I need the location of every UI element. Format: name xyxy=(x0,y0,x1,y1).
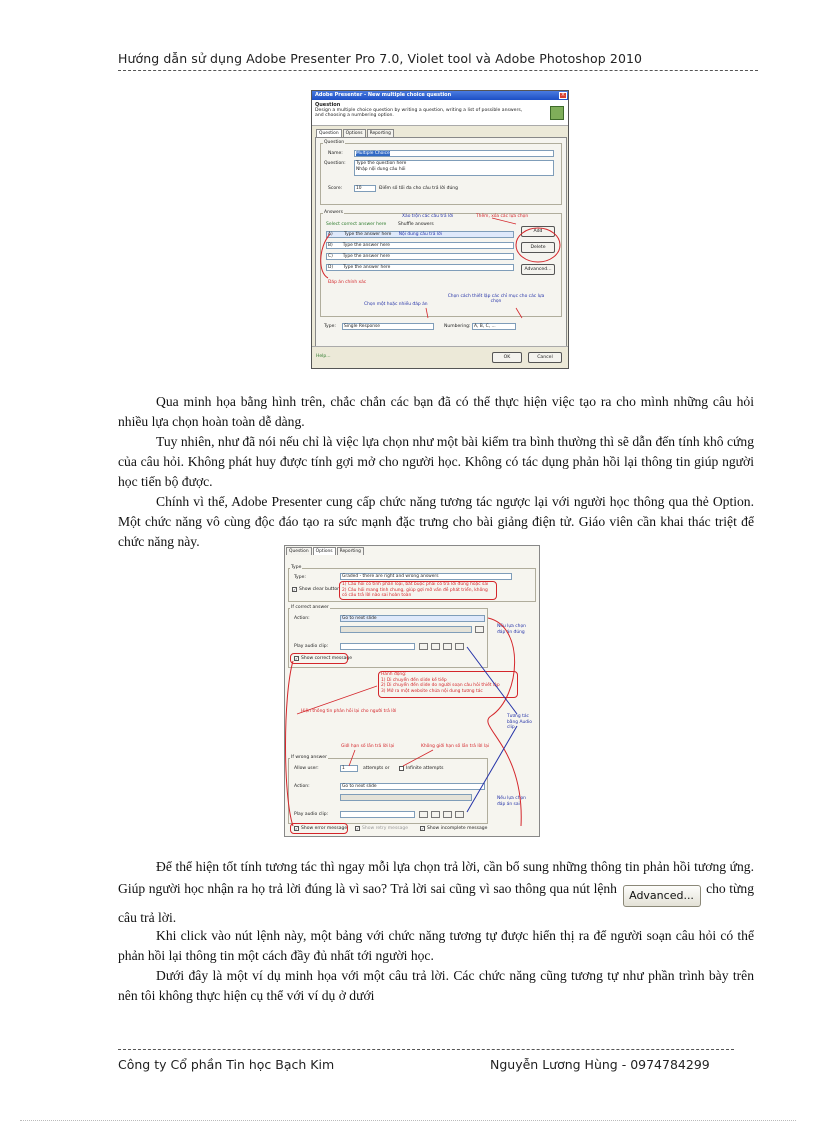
section-desc: Design a multiple choice question by writing a question, writing a list of possible answers, and choosing a numbering option. xyxy=(315,108,523,118)
tab-reporting[interactable]: Reporting xyxy=(337,547,364,555)
type-select[interactable]: Single Response xyxy=(342,323,434,330)
delete-button[interactable]: Delete xyxy=(521,242,555,253)
question-label: Question: xyxy=(324,161,346,166)
question-panel xyxy=(315,137,567,347)
type-note-arrow xyxy=(426,308,428,318)
answer-text-d: Type the answer here xyxy=(343,265,391,270)
answer-letter-a: A) xyxy=(328,232,333,237)
correct-answer-note: Đáp án chính xác xyxy=(328,280,367,285)
action-select-wrong[interactable]: Go to next slide xyxy=(340,783,485,790)
folder-icon[interactable] xyxy=(455,643,464,650)
correct-answer-arrow xyxy=(321,234,330,278)
select-correct-label: Select correct answer here xyxy=(326,222,387,227)
browse-button[interactable] xyxy=(475,626,484,633)
play-icon[interactable] xyxy=(443,811,452,818)
show-retry-checkbox[interactable]: ✓ xyxy=(356,826,360,831)
correct-choice-note: Nếu lựa chọn đáp án đúng xyxy=(497,624,526,635)
score-input[interactable]: 10 xyxy=(354,185,376,192)
tab-options[interactable]: Options xyxy=(343,129,366,137)
stop-icon[interactable] xyxy=(431,811,440,818)
header-divider xyxy=(118,70,758,71)
footer-author: Nguyễn Lương Hùng - 0974784299 xyxy=(490,1057,710,1072)
infinite-attempts-checkbox[interactable] xyxy=(399,766,404,771)
page-header: Hướng dẫn sử dụng Adobe Presenter Pro 7.0, Violet tool và Adobe Photoshop 2010 xyxy=(118,51,643,66)
paragraph-3: Chính vì thế, Adobe Presenter cung cấp chức năng tương tác ngược lại với người học thông qua thẻ Option. Một chức năng vô cùng độc đáo tạo ra sức mạnh đặc trưng cho bài giảng điện tử. Giáo viên cần khai thác triệt để chức năng này. xyxy=(118,494,754,549)
tab-question[interactable]: Question xyxy=(316,129,342,137)
question-value: Type the question here xyxy=(356,161,407,166)
action-label: Action: xyxy=(294,616,310,621)
question-note: Nhập nội dung câu hỏi xyxy=(356,167,406,172)
paragraph-5: Khi click vào nút lệnh này, một bảng với chức năng tương tự được hiển thị ra để người soạn câu hỏi có thể phản hồi lại thông tin một cách đầy đủ nhất tới người học. xyxy=(118,928,754,963)
show-incomplete-checkbox[interactable]: ✓ xyxy=(421,826,425,831)
options-tabs xyxy=(286,547,365,555)
paragraph-4 xyxy=(118,856,754,929)
feedback-note: Hiện thông tin phản hồi lại cho người trả lời xyxy=(301,709,397,714)
answer-note: Nội dung câu trả lời xyxy=(398,232,442,237)
advanced-button[interactable]: Advanced... xyxy=(521,264,555,275)
presenter-logo-icon xyxy=(550,106,564,120)
shuffle-note: Xáo trộn các câu trả lời xyxy=(402,214,454,219)
play-audio-label-wrong: Play audio clip: xyxy=(294,812,329,817)
show-incomplete-label: Show incomplete message xyxy=(427,826,488,831)
name-label: Name: xyxy=(328,151,343,156)
show-error-callout xyxy=(290,823,348,834)
show-clear-label: Show clear button xyxy=(299,587,340,592)
action-select[interactable]: Go to next slide xyxy=(340,615,485,622)
dialog-tabs xyxy=(316,129,395,137)
add-delete-note: Thêm, xóa các lựa chọn xyxy=(476,214,529,219)
help-link[interactable]: Help... xyxy=(316,354,331,359)
attempts-input[interactable]: 1 xyxy=(340,765,358,772)
answer-text-c: Type the answer here xyxy=(342,254,391,259)
numbering-label: Numbering: xyxy=(444,324,471,329)
actions-note: Hành động: 1) Di chuyển đến slide kế tiếp 2) Di chuyển đến slide do người soạn câu hỏi thiết lập 3) Mở ra một website chứa nội dung tương tác xyxy=(381,672,500,694)
tab-options[interactable]: Options xyxy=(313,547,336,555)
limit-note: Giới hạn số lần trả lời lại xyxy=(341,744,395,749)
show-correct-label: Show correct message xyxy=(301,656,352,661)
tab-reporting[interactable]: Reporting xyxy=(367,129,394,137)
numbering-note: Chọn cách thiết lập các chỉ mục cho các lựa chọn xyxy=(447,294,545,304)
if-correct-label: If correct answer xyxy=(291,605,329,610)
show-correct-callout xyxy=(290,653,348,664)
type-label: Type: xyxy=(294,575,306,580)
type-group-label: Type xyxy=(291,565,302,570)
ok-button[interactable]: OK xyxy=(492,352,522,363)
show-clear-checkbox[interactable]: ✓ xyxy=(293,587,297,592)
add-delete-callout xyxy=(516,228,560,262)
type-label: Type: xyxy=(324,324,336,329)
question-group-label: Question xyxy=(324,140,345,145)
type-note: 1) Câu hỏi có tính phân loại, bắt buộc phải có trả lời đúng hoặc sai 2) Câu hỏi mang tính chung, giúp gợi mở vấn đề phát triển, không có câu trả lời nào sai hoàn toàn xyxy=(342,582,489,598)
action-target-input-wrong xyxy=(340,794,472,801)
answers-group-label: Answers xyxy=(324,210,343,215)
add-note-arrow xyxy=(492,218,516,224)
record-icon[interactable] xyxy=(419,643,428,650)
section-title: Question xyxy=(315,102,341,108)
dialog-titlebar: Adobe Presenter - New multiple choice question xyxy=(312,91,568,100)
folder-icon[interactable] xyxy=(455,811,464,818)
show-retry-label: Show retry message xyxy=(362,826,409,831)
dialog-footer xyxy=(312,346,568,368)
cancel-button[interactable]: Cancel xyxy=(528,352,562,363)
type-select[interactable]: Graded - there are right and wrong answers xyxy=(340,573,512,580)
tab-question[interactable]: Question xyxy=(286,547,312,555)
annotation-arrows xyxy=(316,138,568,348)
show-correct-checkbox[interactable]: ✓ xyxy=(295,656,299,661)
action-label-wrong: Action: xyxy=(294,784,310,789)
paragraph-4-start: Để thể hiện tốt tính tương tác thì ngay mỗi lựa chọn trả lời, cần bổ sung những thông tin phản hồi tương ứng. Giúp người học nhận ra họ trả lời đúng là vì sao? Trả lời sai cũng vì sao thông qua nút lệnh xyxy=(118,859,754,896)
if-wrong-label: If wrong answer xyxy=(291,755,327,760)
stop-icon[interactable] xyxy=(431,643,440,650)
figure-options-tab xyxy=(284,545,540,837)
show-error-label: Show error message xyxy=(301,826,348,831)
figure-question-dialog xyxy=(311,90,569,369)
answer-letter-d: D) xyxy=(328,265,334,270)
play-icon[interactable] xyxy=(443,643,452,650)
audio-note: Tương tác bằng Audio clip xyxy=(507,714,532,730)
answer-letter-c: C) xyxy=(328,254,333,259)
page-bottom-edge xyxy=(20,1120,796,1121)
audio-input-wrong[interactable] xyxy=(340,811,415,818)
numbering-note-arrow xyxy=(516,308,522,318)
shuffle-answers-label[interactable]: Shuffle answers xyxy=(398,222,434,227)
type-callout xyxy=(339,581,497,600)
score-note: Điểm số tối đa cho câu trả lời đúng xyxy=(379,186,459,191)
no-limit-note: Không giới hạn số lần trả lời lại xyxy=(421,744,489,749)
advanced-button-image: Advanced... xyxy=(623,885,701,907)
type-note: Chọn một hoặc nhiều đáp án xyxy=(364,302,428,307)
allow-user-label: Allow user: xyxy=(294,766,319,771)
numbering-select[interactable]: A, B, C, ... xyxy=(472,323,516,330)
record-icon[interactable] xyxy=(419,811,428,818)
footer-divider xyxy=(118,1049,734,1050)
add-button[interactable]: Add xyxy=(521,226,555,237)
attempts-label: attempts or xyxy=(363,766,390,771)
footer-company: Công ty Cổ phần Tin học Bạch Kim xyxy=(118,1057,335,1072)
answer-text-a: Type the answer here xyxy=(344,232,392,237)
play-audio-label: Play audio clip: xyxy=(294,644,329,649)
wrong-choice-note: Nếu lựa chọn đáp án sai xyxy=(497,796,526,807)
audio-input[interactable] xyxy=(340,643,415,650)
show-error-checkbox[interactable]: ✓ xyxy=(295,826,299,831)
action-target-input xyxy=(340,626,472,633)
score-label: Score: xyxy=(328,186,343,191)
answer-letter-b: B) xyxy=(328,243,333,248)
paragraph-4-end: cho từng câu trả lời. xyxy=(118,881,754,925)
paragraph-6: Dưới đây là một ví dụ minh họa với một câu trả lời. Các chức năng cũng tương tự như phần trình bày trên nên tôi không thực hiện cụ thể với ví dụ ở dưới xyxy=(118,968,754,1003)
dialog-description xyxy=(312,100,568,126)
infinite-attempts-label: Infinite attempts xyxy=(406,766,444,771)
paragraph-2: Tuy nhiên, như đã nói nếu chỉ là việc lựa chọn như một bài kiểm tra bình thường thì sẽ dẫn đến tính khô cứng của câu hỏi. Không phát huy được tính gợi mở cho người học. Không có tác dụng phản hồi lại thông tin giúp người học tiến bộ được. xyxy=(118,434,754,489)
close-icon[interactable]: × xyxy=(560,92,566,98)
paragraph-1: Qua minh họa bằng hình trên, chắc chắn các bạn đã có thể thực hiện việc tạo ra cho mình những câu hỏi nhiều lựa chọn hoàn toàn dễ dàng. xyxy=(118,394,754,429)
name-value: Multiple Choice xyxy=(356,151,390,156)
actions-callout xyxy=(378,671,518,698)
answer-text-b: Type the answer here xyxy=(342,243,390,248)
